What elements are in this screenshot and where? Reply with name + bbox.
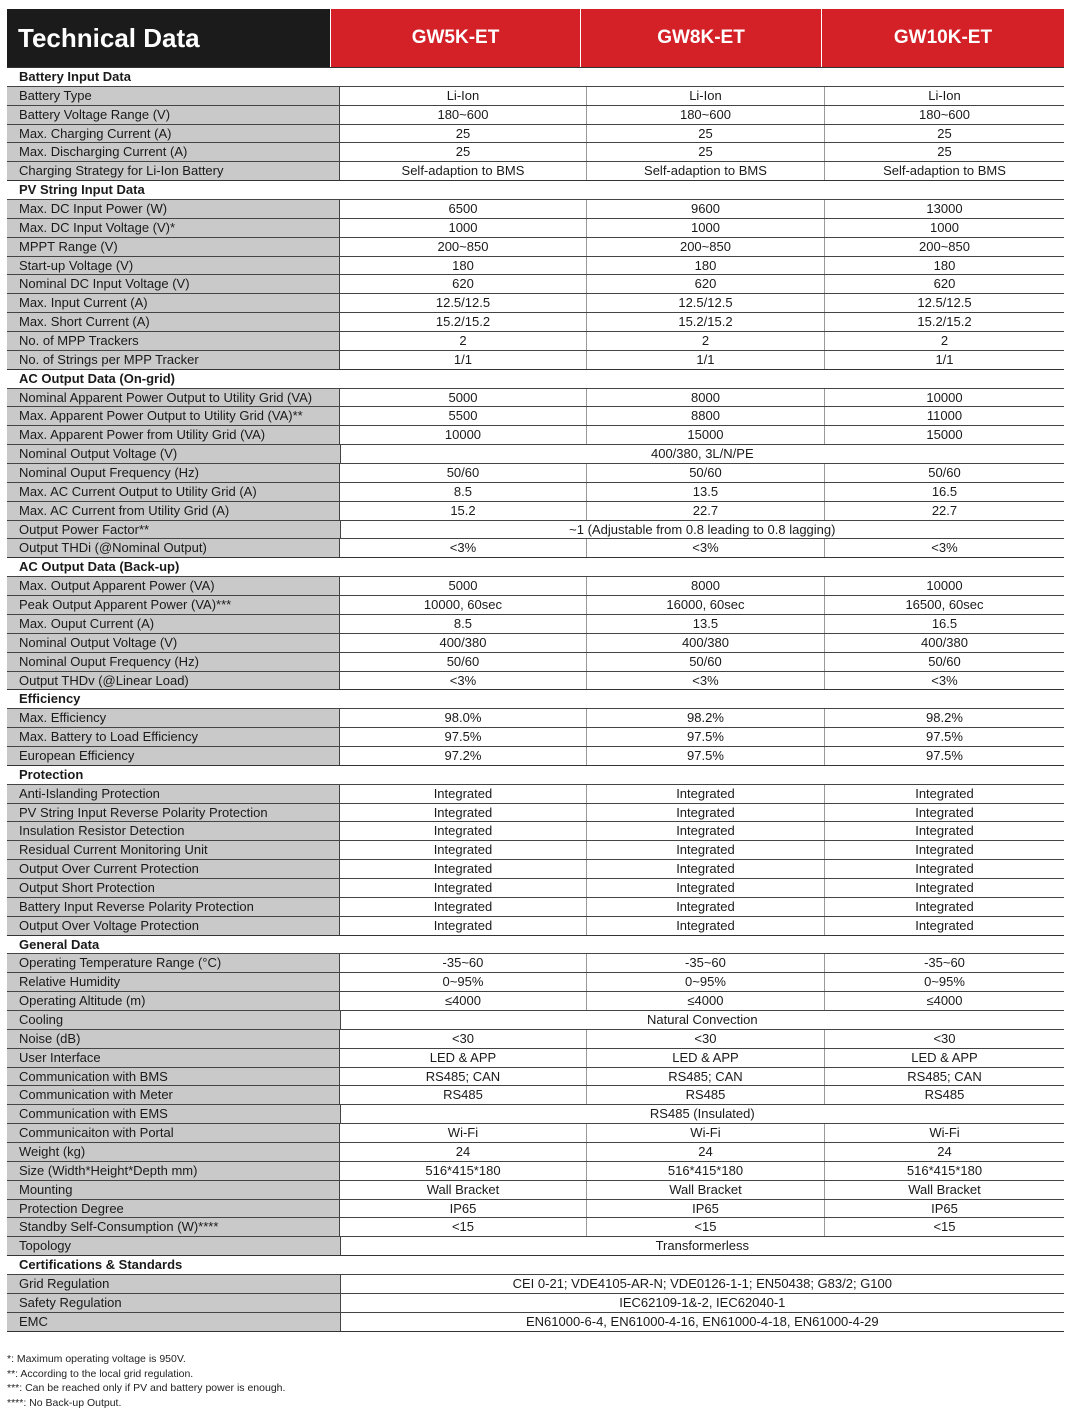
row-value: Wi-Fi <box>825 1124 1064 1142</box>
row-value: 97.5% <box>587 747 825 765</box>
row-label: Anti-Islanding Protection <box>7 785 340 803</box>
table-row <box>7 614 1064 633</box>
table-row <box>7 1104 1064 1123</box>
page-title: Technical Data <box>7 9 330 67</box>
table-row <box>7 1048 1064 1067</box>
row-label: Output Over Current Protection <box>7 860 340 878</box>
row-value: 50/60 <box>825 464 1064 482</box>
row-label: Cooling <box>7 1011 341 1029</box>
table-row <box>7 1123 1064 1142</box>
row-value: 180 <box>825 257 1064 275</box>
row-label: Mounting <box>7 1181 340 1199</box>
row-value: RS485; CAN <box>825 1068 1064 1086</box>
row-value: 97.5% <box>825 728 1064 746</box>
row-value: RS485 <box>587 1086 825 1104</box>
row-label: Battery Type <box>7 87 340 105</box>
row-value: 11000 <box>825 407 1064 425</box>
row-value: IP65 <box>825 1200 1064 1218</box>
row-value: 620 <box>340 275 587 293</box>
row-value-merged: CEI 0-21; VDE4105-AR-N; VDE0126-1-1; EN50438; G83/2; G100 <box>341 1275 1064 1293</box>
row-value: 180 <box>340 257 587 275</box>
row-value: 516*415*180 <box>340 1162 587 1180</box>
row-label: Output THDi (@Nominal Output) <box>7 539 340 557</box>
row-value: 15.2/15.2 <box>825 313 1064 331</box>
row-value: Integrated <box>587 917 825 935</box>
row-value: -35~60 <box>587 954 825 972</box>
row-value: 2 <box>587 332 825 350</box>
section-heading: Certifications & Standards <box>7 1255 1064 1274</box>
row-value: 24 <box>587 1143 825 1161</box>
row-label: Relative Humidity <box>7 973 340 991</box>
table-row <box>7 1067 1064 1086</box>
table-row <box>7 274 1064 293</box>
row-label: No. of Strings per MPP Tracker <box>7 351 340 369</box>
row-value: <15 <box>825 1218 1064 1236</box>
row-value: 98.2% <box>825 709 1064 727</box>
row-label: Start-up Voltage (V) <box>7 257 340 275</box>
row-value: Li-Ion <box>587 87 825 105</box>
row-label: Topology <box>7 1237 341 1255</box>
row-value: Integrated <box>825 785 1064 803</box>
row-label: Battery Input Reverse Polarity Protection <box>7 898 340 916</box>
table-row <box>7 953 1064 972</box>
table-row <box>7 595 1064 614</box>
table-row <box>7 86 1064 105</box>
row-value: Self-adaption to BMS <box>340 162 587 180</box>
row-value: Integrated <box>587 898 825 916</box>
table-row <box>7 218 1064 237</box>
row-value: ≤4000 <box>587 992 825 1010</box>
row-value: Integrated <box>587 841 825 859</box>
row-value: 15000 <box>825 426 1064 444</box>
row-label: Max. AC Current Output to Utility Grid (A) <box>7 483 340 501</box>
row-value: 50/60 <box>587 464 825 482</box>
footnote: ****: No Back-up Output. <box>7 1396 122 1409</box>
table-row <box>7 1274 1064 1293</box>
row-value: ≤4000 <box>340 992 587 1010</box>
row-value: 10000 <box>825 389 1064 407</box>
row-value: Integrated <box>825 860 1064 878</box>
row-value: 2 <box>340 332 587 350</box>
row-label: User Interface <box>7 1049 340 1067</box>
row-value: 50/60 <box>340 464 587 482</box>
model-column-header: GW10K-ET <box>821 9 1064 67</box>
row-value: 0~95% <box>825 973 1064 991</box>
table-row <box>7 237 1064 256</box>
table-row <box>7 821 1064 840</box>
row-value: Li-Ion <box>825 87 1064 105</box>
row-value: 1000 <box>587 219 825 237</box>
row-value: Integrated <box>825 879 1064 897</box>
row-label: Noise (dB) <box>7 1030 340 1048</box>
row-value: 13.5 <box>587 483 825 501</box>
row-label: Max. Charging Current (A) <box>7 125 340 143</box>
row-value: Self-adaption to BMS <box>587 162 825 180</box>
row-value: 1/1 <box>587 351 825 369</box>
table-row <box>7 1217 1064 1236</box>
row-value: 15.2 <box>340 502 587 520</box>
section-heading: PV String Input Data <box>7 180 1064 199</box>
table-row <box>7 972 1064 991</box>
table-row <box>7 991 1064 1010</box>
row-label: Residual Current Monitoring Unit <box>7 841 340 859</box>
table-row <box>7 350 1064 369</box>
table-header <box>7 9 1064 67</box>
row-label: Communication with BMS <box>7 1068 340 1086</box>
row-value: <15 <box>587 1218 825 1236</box>
section-heading: Protection <box>7 765 1064 784</box>
row-value: <3% <box>340 539 587 557</box>
row-value: 400/380 <box>340 634 587 652</box>
row-label: Safety Regulation <box>7 1294 341 1312</box>
table-row <box>7 1142 1064 1161</box>
table-row <box>7 293 1064 312</box>
table-row <box>7 916 1064 935</box>
table-row <box>7 727 1064 746</box>
table-row <box>7 444 1064 463</box>
table-row <box>7 161 1064 180</box>
model-column-header: GW5K-ET <box>330 9 580 67</box>
row-value: 16.5 <box>825 615 1064 633</box>
row-value: 12.5/12.5 <box>825 294 1064 312</box>
row-value: Integrated <box>340 898 587 916</box>
row-value: Integrated <box>587 804 825 822</box>
table-row <box>7 1293 1064 1312</box>
row-value: 516*415*180 <box>587 1162 825 1180</box>
table-row <box>7 1312 1064 1331</box>
table-row <box>7 124 1064 143</box>
row-value: 1/1 <box>825 351 1064 369</box>
row-value: Integrated <box>340 860 587 878</box>
row-value: IP65 <box>340 1200 587 1218</box>
table-row <box>7 388 1064 407</box>
row-value: LED & APP <box>825 1049 1064 1067</box>
footnotes <box>7 1352 285 1410</box>
row-value: Wi-Fi <box>587 1124 825 1142</box>
section-heading: Efficiency <box>7 689 1064 708</box>
row-value: 25 <box>340 143 587 161</box>
table-row <box>7 576 1064 595</box>
row-value: 5000 <box>340 389 587 407</box>
row-value: 16000, 60sec <box>587 596 825 614</box>
row-value: 620 <box>587 275 825 293</box>
row-label: Output THDv (@Linear Load) <box>7 672 340 690</box>
row-label: Max. DC Input Power (W) <box>7 200 340 218</box>
row-label: Communication with EMS <box>7 1105 341 1123</box>
row-value: <30 <box>340 1030 587 1048</box>
footnote: **: According to the local grid regulation. <box>7 1367 194 1380</box>
row-label: PV String Input Reverse Polarity Protection <box>7 804 340 822</box>
footnote: ***: Can be reached only if PV and battery power is enough. <box>7 1382 286 1395</box>
row-label: Nominal Output Voltage (V) <box>7 445 341 463</box>
row-value: Integrated <box>340 917 587 935</box>
table-row <box>7 199 1064 218</box>
row-value: Integrated <box>340 879 587 897</box>
row-value: ≤4000 <box>825 992 1064 1010</box>
row-value: Wi-Fi <box>340 1124 587 1142</box>
row-value: <3% <box>340 672 587 690</box>
row-label: Standby Self-Consumption (W)**** <box>7 1218 340 1236</box>
row-value: 50/60 <box>340 653 587 671</box>
row-value: 98.0% <box>340 709 587 727</box>
row-value: Wall Bracket <box>587 1181 825 1199</box>
row-value: 10000, 60sec <box>340 596 587 614</box>
row-value: 15.2/15.2 <box>340 313 587 331</box>
table-row <box>7 859 1064 878</box>
row-label: No. of MPP Trackers <box>7 332 340 350</box>
row-value: Integrated <box>340 841 587 859</box>
row-value: 8000 <box>587 577 825 595</box>
row-value-merged: Natural Convection <box>341 1011 1064 1029</box>
row-label: Grid Regulation <box>7 1275 341 1293</box>
row-label: Communicaiton with Portal <box>7 1124 340 1142</box>
row-label: Peak Output Apparent Power (VA)*** <box>7 596 340 614</box>
row-value: Integrated <box>587 822 825 840</box>
row-value: 1000 <box>825 219 1064 237</box>
table-row <box>7 538 1064 557</box>
row-label: Operating Temperature Range (°C) <box>7 954 340 972</box>
section-heading: General Data <box>7 935 1064 954</box>
row-value: 400/380 <box>825 634 1064 652</box>
row-value: 12.5/12.5 <box>587 294 825 312</box>
row-label: MPPT Range (V) <box>7 238 340 256</box>
row-label: Output Short Protection <box>7 879 340 897</box>
row-label: Charging Strategy for Li-Ion Battery <box>7 162 340 180</box>
table-row <box>7 501 1064 520</box>
row-label: Max. Short Current (A) <box>7 313 340 331</box>
row-value: 15000 <box>587 426 825 444</box>
row-value: 8800 <box>587 407 825 425</box>
row-value: 1/1 <box>340 351 587 369</box>
row-label: Max. Ouput Current (A) <box>7 615 340 633</box>
row-label: Max. Apparent Power Output to Utility Grid (VA)** <box>7 407 340 425</box>
table-row <box>7 463 1064 482</box>
row-value: 5000 <box>340 577 587 595</box>
table-row <box>7 803 1064 822</box>
row-value: 15.2/15.2 <box>587 313 825 331</box>
row-value: 8000 <box>587 389 825 407</box>
row-value: 25 <box>587 125 825 143</box>
row-value: 24 <box>340 1143 587 1161</box>
row-value: 9600 <box>587 200 825 218</box>
row-value: <30 <box>825 1030 1064 1048</box>
table-row <box>7 142 1064 161</box>
row-label: Communication with Meter <box>7 1086 340 1104</box>
table-row <box>7 652 1064 671</box>
table-row <box>7 406 1064 425</box>
row-value: 620 <box>825 275 1064 293</box>
table-row <box>7 256 1064 275</box>
row-value: 25 <box>587 143 825 161</box>
row-value: Integrated <box>825 917 1064 935</box>
row-value: 8.5 <box>340 483 587 501</box>
row-value: 180 <box>587 257 825 275</box>
row-value: 180~600 <box>587 106 825 124</box>
row-value: 10000 <box>825 577 1064 595</box>
footnote: *: Maximum operating voltage is 950V. <box>7 1353 186 1365</box>
row-value: <3% <box>825 539 1064 557</box>
row-label: Output Over Voltage Protection <box>7 917 340 935</box>
row-value: 516*415*180 <box>825 1162 1064 1180</box>
row-value: 97.5% <box>587 728 825 746</box>
row-value: Self-adaption to BMS <box>825 162 1064 180</box>
section-heading: AC Output Data (Back-up) <box>7 557 1064 576</box>
row-value: 22.7 <box>825 502 1064 520</box>
table-row <box>7 1010 1064 1029</box>
table-row <box>7 1199 1064 1218</box>
table-row <box>7 633 1064 652</box>
row-label: Output Power Factor** <box>7 521 341 539</box>
row-value: 200~850 <box>340 238 587 256</box>
row-value-merged: 400/380, 3L/N/PE <box>341 445 1064 463</box>
row-value: Integrated <box>587 879 825 897</box>
row-value: 50/60 <box>825 653 1064 671</box>
table-row <box>7 425 1064 444</box>
table-row <box>7 1180 1064 1199</box>
row-value: Integrated <box>340 804 587 822</box>
row-value: Wall Bracket <box>340 1181 587 1199</box>
row-value: Li-Ion <box>340 87 587 105</box>
row-value: 24 <box>825 1143 1064 1161</box>
row-label: Size (Width*Height*Depth mm) <box>7 1162 340 1180</box>
model-column-header: GW8K-ET <box>580 9 821 67</box>
table-row <box>7 105 1064 124</box>
row-value: <3% <box>587 672 825 690</box>
row-label: Weight (kg) <box>7 1143 340 1161</box>
row-value: 25 <box>825 143 1064 161</box>
row-value-merged: Transformerless <box>341 1237 1064 1255</box>
table-row <box>7 671 1064 690</box>
row-value: Integrated <box>587 785 825 803</box>
row-value-merged: RS485 (Insulated) <box>341 1105 1064 1123</box>
row-label: Battery Voltage Range (V) <box>7 106 340 124</box>
row-label: Protection Degree <box>7 1200 340 1218</box>
table-row <box>7 708 1064 727</box>
row-value: <15 <box>340 1218 587 1236</box>
technical-data-sheet <box>7 9 1064 1332</box>
row-label: Max. Apparent Power from Utility Grid (VA) <box>7 426 340 444</box>
row-value: 0~95% <box>587 973 825 991</box>
row-value: Integrated <box>825 841 1064 859</box>
row-value: -35~60 <box>340 954 587 972</box>
row-value: 180~600 <box>825 106 1064 124</box>
row-value: 8.5 <box>340 615 587 633</box>
table-row <box>7 878 1064 897</box>
table-row <box>7 897 1064 916</box>
row-value: 13.5 <box>587 615 825 633</box>
row-value: Integrated <box>340 822 587 840</box>
row-value: IP65 <box>587 1200 825 1218</box>
table-row <box>7 1161 1064 1180</box>
row-value: 0~95% <box>340 973 587 991</box>
row-value: RS485; CAN <box>340 1068 587 1086</box>
table-row <box>7 1236 1064 1255</box>
row-value: 16500, 60sec <box>825 596 1064 614</box>
row-value: 25 <box>825 125 1064 143</box>
table-row <box>7 746 1064 765</box>
row-value: 22.7 <box>587 502 825 520</box>
row-value: 97.5% <box>340 728 587 746</box>
row-value: -35~60 <box>825 954 1064 972</box>
row-value: <3% <box>825 672 1064 690</box>
row-label: Max. Battery to Load Efficiency <box>7 728 340 746</box>
row-value: 400/380 <box>587 634 825 652</box>
table-row <box>7 482 1064 501</box>
row-label: Nominal Output Voltage (V) <box>7 634 340 652</box>
row-value: 97.5% <box>825 747 1064 765</box>
row-value: 6500 <box>340 200 587 218</box>
row-value: Integrated <box>825 804 1064 822</box>
row-value-merged: ~1 (Adjustable from 0.8 leading to 0.8 lagging) <box>341 521 1064 539</box>
row-label: European Efficiency <box>7 747 340 765</box>
row-value: 5500 <box>340 407 587 425</box>
row-value-merged: IEC62109-1&-2, IEC62040-1 <box>341 1294 1064 1312</box>
row-value: 98.2% <box>587 709 825 727</box>
row-value: Integrated <box>587 860 825 878</box>
row-label: Max. Output Apparent Power (VA) <box>7 577 340 595</box>
row-label: Insulation Resistor Detection <box>7 822 340 840</box>
row-value: LED & APP <box>340 1049 587 1067</box>
row-value: 97.2% <box>340 747 587 765</box>
row-label: Max. Discharging Current (A) <box>7 143 340 161</box>
row-value: 2 <box>825 332 1064 350</box>
row-value: Integrated <box>825 898 1064 916</box>
row-value: 25 <box>340 125 587 143</box>
row-label: EMC <box>7 1313 341 1331</box>
row-label: Max. AC Current from Utility Grid (A) <box>7 502 340 520</box>
row-label: Nominal DC Input Voltage (V) <box>7 275 340 293</box>
table-row <box>7 840 1064 859</box>
row-value: Integrated <box>340 785 587 803</box>
row-value: <3% <box>587 539 825 557</box>
row-value: 1000 <box>340 219 587 237</box>
row-label: Max. DC Input Voltage (V)* <box>7 219 340 237</box>
table-row <box>7 520 1064 539</box>
row-value: 12.5/12.5 <box>340 294 587 312</box>
row-value: 16.5 <box>825 483 1064 501</box>
row-value: RS485; CAN <box>587 1068 825 1086</box>
row-label: Nominal Ouput Frequency (Hz) <box>7 464 340 482</box>
row-value: 13000 <box>825 200 1064 218</box>
row-value: 180~600 <box>340 106 587 124</box>
row-value: LED & APP <box>587 1049 825 1067</box>
table-row <box>7 1029 1064 1048</box>
table-row <box>7 1085 1064 1104</box>
table-row <box>7 312 1064 331</box>
row-label: Nominal Ouput Frequency (Hz) <box>7 653 340 671</box>
spec-table <box>7 67 1064 1331</box>
row-value: RS485 <box>340 1086 587 1104</box>
row-value: 200~850 <box>825 238 1064 256</box>
row-value: 10000 <box>340 426 587 444</box>
table-row <box>7 331 1064 350</box>
row-value: Integrated <box>825 822 1064 840</box>
row-value: Wall Bracket <box>825 1181 1064 1199</box>
row-value: <30 <box>587 1030 825 1048</box>
row-label: Operating Altitude (m) <box>7 992 340 1010</box>
row-label: Nominal Apparent Power Output to Utility Grid (VA) <box>7 389 340 407</box>
row-label: Max. Input Current (A) <box>7 294 340 312</box>
row-value-merged: EN61000-6-4, EN61000-4-16, EN61000-4-18, EN61000-4-29 <box>341 1313 1064 1331</box>
section-heading: AC Output Data (On-grid) <box>7 369 1064 388</box>
row-value: 200~850 <box>587 238 825 256</box>
section-heading: Battery Input Data <box>7 67 1064 86</box>
table-row <box>7 784 1064 803</box>
row-value: 50/60 <box>587 653 825 671</box>
row-value: RS485 <box>825 1086 1064 1104</box>
row-label: Max. Efficiency <box>7 709 340 727</box>
